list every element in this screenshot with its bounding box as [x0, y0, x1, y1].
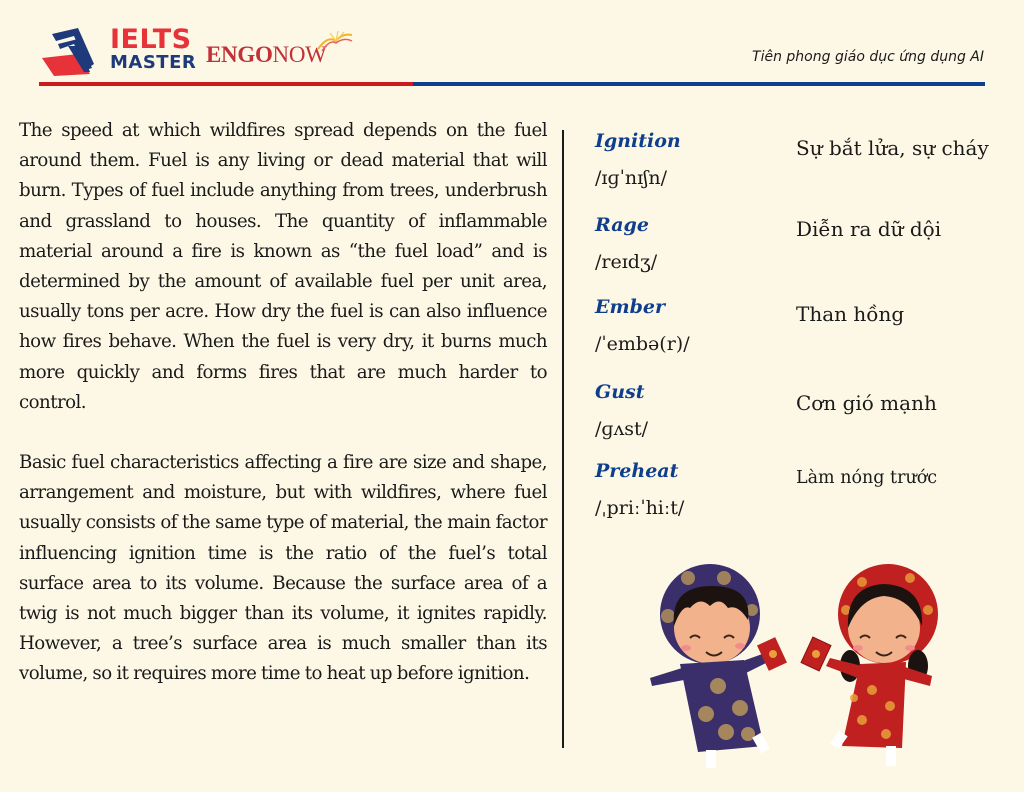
- header-rule-red: [39, 82, 413, 86]
- passage-paragraph-1: The speed at which wildfires spread depends on the fuel around them. Fuel is any living or dead material that will burn. Types of fuel include anything from trees, underbrush and grassland to houses. The quantity of inflammable material around a fire is known as “the fuel load” and is determined by the amount of available fuel per unit area, usually tons per acre. How dry the fuel is can also influence how fires behave. When the fuel is very dry, it burns much more quickly and forms fires that are much harder to control.: [19, 120, 547, 413]
- header: [0, 0, 1024, 90]
- engonow-regular: NOW: [272, 42, 327, 67]
- engonow-bold: ENGO: [206, 42, 273, 67]
- tagline: Tiên phong giáo dục ứng dụng AI: [752, 49, 984, 65]
- vocab-word: Gust: [595, 381, 645, 403]
- vocab-ipa: /reɪdʒ/: [595, 251, 658, 273]
- column-divider: [562, 130, 564, 748]
- boy-figure: [650, 564, 787, 768]
- vocab-ipa: /ɡʌst/: [595, 418, 649, 440]
- header-rule-blue: [413, 82, 985, 86]
- reading-passage: [19, 116, 547, 720]
- logo-ielts-word: IELTS: [110, 24, 192, 55]
- vocab-meaning: Than hồng: [796, 302, 905, 326]
- vocab-meaning: Sự bắt lửa, sự cháy: [796, 136, 989, 160]
- logo-master-word: MASTER: [110, 52, 197, 73]
- vocab-word: Rage: [595, 214, 649, 236]
- girl-figure: [801, 564, 938, 766]
- vocab-ipa: /ˈembə(r)/: [595, 333, 690, 355]
- vocab-word: Ember: [595, 296, 665, 318]
- vocab-word: Ignition: [595, 130, 681, 152]
- vocab-meaning: Làm nóng trước: [796, 468, 938, 488]
- ielts-master-logo-icon: [38, 28, 104, 76]
- engonow-logo: [206, 42, 327, 68]
- vocab-ipa: /ˌpriːˈhiːt/: [595, 497, 685, 519]
- vocab-meaning: Cơn gió mạnh: [796, 391, 937, 415]
- passage-paragraph-2: Basic fuel characteristics affecting a fire are size and shape, arrangement and moisture, but with wildfires, where fuel usually consists of the same type of material, the main factor influencing ignition time is the ratio of the fuel’s total surface area to its volume. Because the surface area of a twig is not much bigger than its volume, it ignites rapidly. However, a tree’s surface area is much smaller than its volume, so it requires more time to heat up before ignition.: [19, 452, 547, 685]
- vocab-word: Preheat: [595, 460, 679, 482]
- children-ao-dai-illustration: [640, 556, 960, 778]
- open-book-icon: [316, 29, 354, 51]
- vocab-meaning: Diễn ra dữ dội: [796, 217, 942, 241]
- vocab-ipa: /ɪɡˈnɪʃn/: [595, 167, 667, 189]
- ielts-master-logo: [110, 26, 196, 72]
